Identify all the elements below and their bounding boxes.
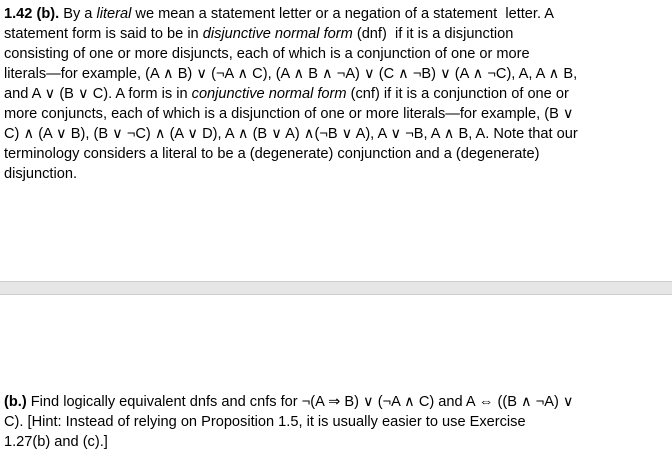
- text-segment: we mean a statement letter or a negation of a statement letter. A: [131, 6, 555, 22]
- text-line: [4, 164, 664, 184]
- defined-term: literal: [96, 6, 132, 22]
- text-segment: (cnf) if it is a conjunction of one or: [346, 86, 569, 102]
- text-line: [4, 144, 664, 164]
- text-line: [4, 64, 664, 84]
- text-segment: disjunction.: [4, 166, 78, 182]
- section-divider: [0, 281, 672, 295]
- text-line: [4, 432, 664, 452]
- text-segment: (dnf) if it is a disjunction: [352, 26, 514, 42]
- text-segment: Find logically equivalent dnfs and cnfs for ¬(A ⇒ B) ∨ (¬A ∧ C) and A ⇔ ((B ∧ ¬A) ∨: [26, 394, 574, 410]
- text-line: [4, 392, 664, 412]
- text-segment: literals—for example, (A ∧ B) ∨ (¬A ∧ C), (A ∧ B ∧ ¬A) ∨ (C ∧ ¬B) ∨ (A ∧ ¬C), A, A ∧ B,: [4, 66, 578, 82]
- text-segment: By a: [63, 6, 97, 22]
- text-segment: terminology considers a literal to be a (degenerate) conjunction and a (degenerate): [4, 146, 540, 162]
- problem-b-text: [4, 392, 664, 452]
- defined-term: conjunctive normal form: [191, 86, 347, 102]
- text-line: [4, 44, 664, 64]
- text-segment: statement form is said to be in: [4, 26, 203, 42]
- text-segment: C) ∧ (A ∨ B), (B ∨ ¬C) ∧ (A ∨ D), A ∧ (B ∨ A) ∧(¬B ∨ A), A ∨ ¬B, A ∧ B, A. Note that our: [4, 126, 578, 142]
- text-segment: and A ∨ (B ∨ C). A form is in: [4, 86, 192, 102]
- text-line: [4, 84, 664, 104]
- text-segment: more conjuncts, each of which is a disjunction of one or more literals—for example, (B ∨: [4, 106, 574, 122]
- text-line: [4, 24, 664, 44]
- text-line: [4, 412, 664, 432]
- text-line: [4, 124, 664, 144]
- text-segment: consisting of one or more disjuncts, each of which is a conjunction of one or more: [4, 46, 530, 62]
- text-segment: C). [Hint: Instead of relying on Proposition 1.5, it is usually easier to use Exercise: [4, 414, 526, 430]
- problem-label: (b.): [4, 394, 27, 410]
- text-line: [4, 4, 664, 24]
- problem-1-42-text: [4, 4, 664, 184]
- text-segment: 1.27(b) and (c).]: [4, 434, 108, 450]
- problem-label: 1.42 (b).: [4, 6, 60, 22]
- defined-term: disjunctive normal form: [202, 26, 353, 42]
- text-line: [4, 104, 664, 124]
